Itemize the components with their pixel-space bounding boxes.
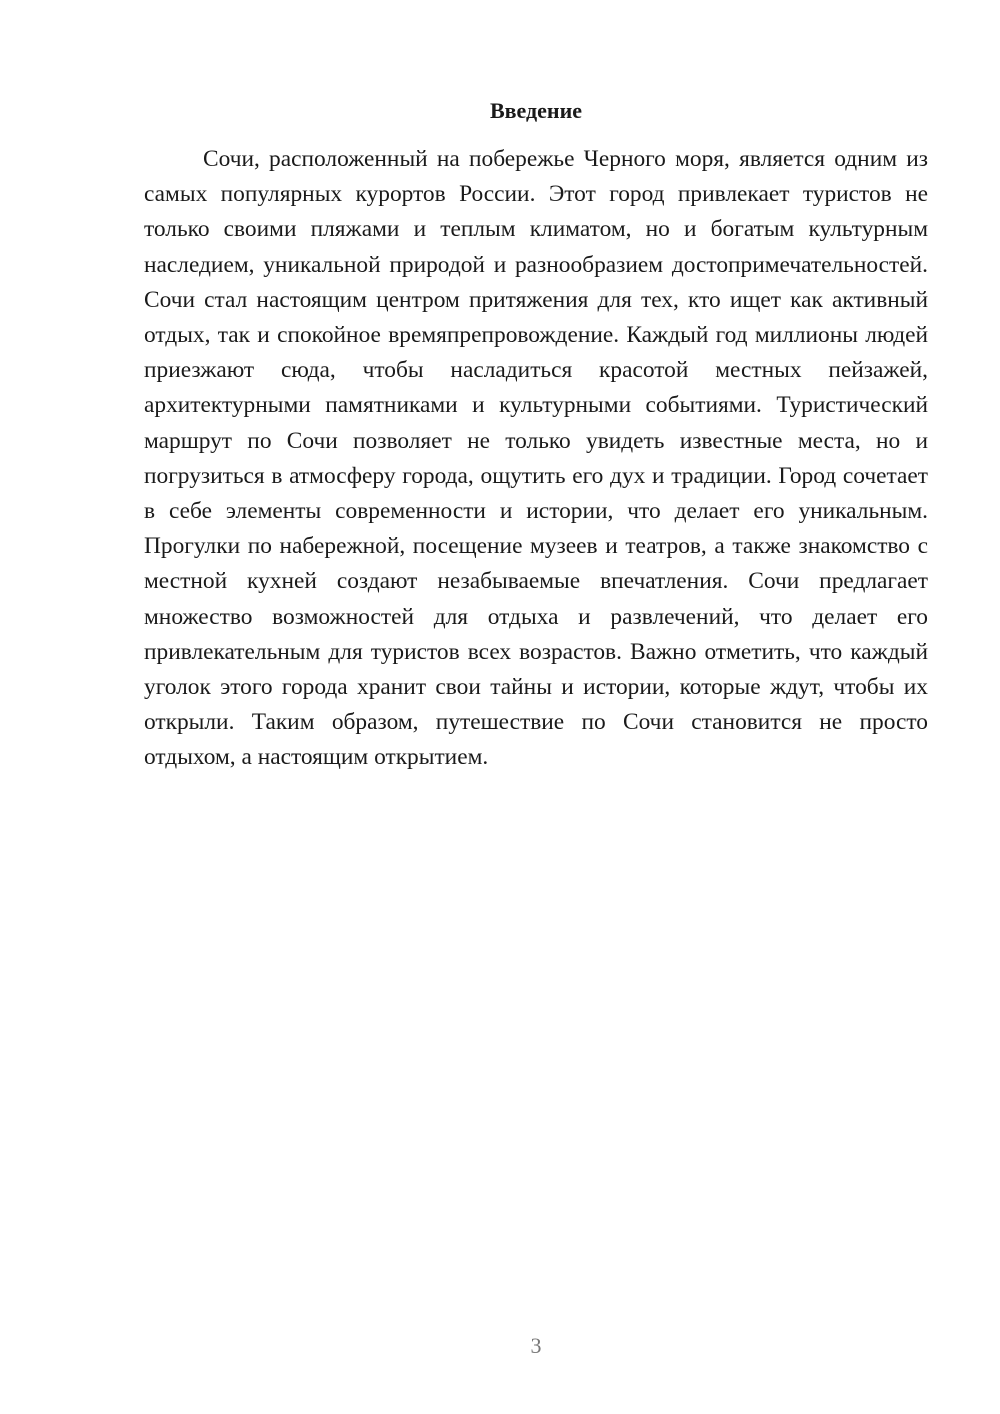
- body-paragraph: Сочи, расположенный на побережье Черного моря, является одним из самых популярных курортов России. Этот город привлекает туристов не только своими пляжами и теплым климатом, но и богатым культурным наследием, уникальной природой и разнообразием достопримечательностей. Сочи стал настоящим центром притяжения для тех, кто ищет как активный отдых, так и спокойное времяпрепровождение. Каждый год миллионы людей приезжают сюда, чтобы насладиться красотой местных пейзажей, архитектурными памятниками и культурными событиями. Туристический маршрут по Сочи позволяет не только увидеть известные места, но и погрузиться в атмосферу города, ощутить его дух и традиции. Город сочетает в себе элементы современности и истории, что делает его уникальным. Прогулки по набережной, посещение музеев и театров, а также знакомство с местной кухней создают незабываемые впечатления. Сочи предлагает множество возможностей для отдыха и развлечений, что делает его привлекательным для туристов всех возрастов. Важно отметить, что каждый уголок этого города хранит свои тайны и истории, которые ждут, чтобы их открыли. Таким образом, путешествие по Сочи становится не просто отдыхом, а настоящим открытием.: [144, 146, 928, 771]
- page-number: 3: [530, 1333, 542, 1358]
- section-title: Введение: [489, 98, 583, 123]
